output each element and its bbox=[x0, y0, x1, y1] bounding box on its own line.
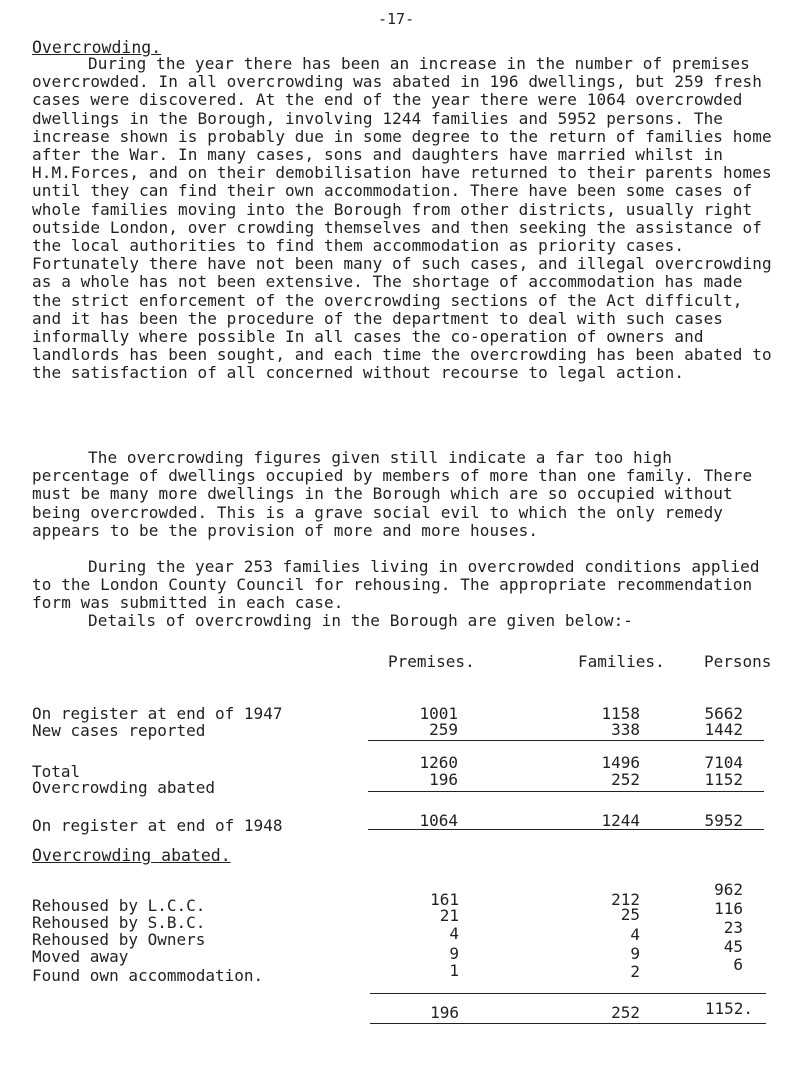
paragraph-3 bbox=[32, 558, 777, 613]
cell-premises: 1 bbox=[449, 961, 459, 980]
row-label-own-accommodation: Found own accommodation. bbox=[32, 966, 264, 985]
cell-families: 25 bbox=[620, 905, 640, 924]
total-premises: 196 bbox=[430, 1003, 459, 1022]
cell-families: 212 bbox=[611, 890, 640, 909]
row-label-register-1948: On register at end of 1948 bbox=[32, 816, 283, 835]
total-rule bbox=[368, 791, 764, 792]
row-label-register-1947: On register at end of 1947 bbox=[32, 704, 283, 723]
cell-premises: 259 bbox=[429, 720, 458, 739]
cell-persons: 45 bbox=[723, 937, 743, 956]
cell-premises: 196 bbox=[429, 770, 458, 789]
cell-persons: 6 bbox=[733, 955, 743, 974]
subtotal-rule bbox=[368, 740, 764, 741]
cell-persons: 7104 bbox=[704, 753, 743, 772]
row-label-rehoused-lcc: Rehoused by L.C.C. bbox=[32, 896, 206, 915]
section-heading: Overcrowding. bbox=[32, 38, 162, 57]
cell-premises: 4 bbox=[449, 924, 459, 943]
cell-premises: 1064 bbox=[419, 811, 458, 830]
paragraph-1-text: During the year there has been an increase in the number of premises overcrowded. In all overcrowding was abated in 196 dwellings, but 259 fresh cases were discovered. At the end of the year there were 1064 overcrowded dwellings in the Borough, involving 1244 families and 5952 persons. The increase shown is probably due in some degree to the return of families home after the War. In many cases, sons and daughters have married whilst in H.M.Forces, and on their demobilisation have returned to their parents homes until they can find their own accommodation. There have been some cases of whole families moving into the Borough from other districts, usually right outside London, over crowding themselves and then seeking the assistance of the local authorities to find them accommodation as priority cases. Fortunately there have not been many of such cases, and illegal overcrowding as a whole has not been extensive. The shortage of accommodation has made the strict enforcement of the overcrowding sections of the Act difficult, and it has been the procedure of the department to deal with such cases informally where possible In all cases the co-operation of owners and landlords has been sought, and each time the overcrowding has been abated to the satisfaction of all concerned without recourse to legal action. bbox=[32, 54, 772, 383]
row-label-rehoused-owners: Rehoused by Owners bbox=[32, 930, 206, 949]
paragraph-1 bbox=[32, 55, 777, 383]
abated-heading: Overcrowding abated. bbox=[32, 846, 231, 865]
cell-persons: 962 bbox=[714, 880, 743, 899]
cell-premises: 161 bbox=[430, 890, 459, 909]
cell-persons: 5662 bbox=[704, 704, 743, 723]
cell-families: 1244 bbox=[601, 811, 640, 830]
row-label-rehoused-sbc: Rehoused by S.B.C. bbox=[32, 913, 206, 932]
cell-premises: 21 bbox=[439, 906, 459, 925]
cell-persons: 5952 bbox=[704, 811, 743, 830]
cell-families: 338 bbox=[611, 720, 640, 739]
total-families: 252 bbox=[611, 1003, 640, 1022]
row-label-total: Total bbox=[32, 762, 81, 781]
cell-families: 1496 bbox=[601, 753, 640, 772]
paragraph-3-text: During the year 253 families living in overcrowded conditions applied to the London County Council for rehousing. The appropriate recommendation form was submitted in each case. bbox=[32, 557, 760, 613]
cell-premises: 9 bbox=[449, 944, 459, 963]
cell-families: 2 bbox=[630, 962, 640, 981]
cell-families: 1158 bbox=[601, 704, 640, 723]
cell-families: 9 bbox=[630, 944, 640, 963]
paragraph-4-text: Details of overcrowding in the Borough are given below:- bbox=[88, 611, 634, 630]
cell-persons: 1442 bbox=[704, 720, 743, 739]
column-header-premises: Premises. bbox=[388, 652, 475, 671]
row-label-moved-away: Moved away bbox=[32, 947, 129, 966]
final-rule bbox=[370, 1023, 766, 1024]
row-label-abated: Overcrowding abated bbox=[32, 778, 216, 797]
cell-premises: 1001 bbox=[419, 704, 458, 723]
cell-families: 252 bbox=[611, 770, 640, 789]
paragraph-2 bbox=[32, 449, 777, 540]
register-rule bbox=[368, 829, 764, 830]
column-header-persons: Persons bbox=[704, 652, 772, 671]
total-persons: 1152. bbox=[704, 999, 753, 1018]
cell-persons: 116 bbox=[714, 899, 743, 918]
cell-families: 4 bbox=[630, 925, 640, 944]
row-label-new-cases: New cases reported bbox=[32, 721, 206, 740]
page-number: -17- bbox=[378, 10, 415, 28]
abated-total-rule bbox=[370, 993, 766, 994]
cell-persons: 1152 bbox=[704, 770, 743, 789]
paragraph-2-text: The overcrowding figures given still indicate a far too high percentage of dwellings occupied by members of more than one family. There must be many more dwellings in the Borough which are so occupied without being overcrowded. This is a grave social evil to which the only remedy appears to be the provision of more and more houses. bbox=[32, 448, 753, 540]
column-header-families: Families. bbox=[578, 652, 665, 671]
paragraph-4 bbox=[32, 612, 777, 630]
cell-persons: 23 bbox=[723, 918, 743, 937]
cell-premises: 1260 bbox=[419, 753, 458, 772]
